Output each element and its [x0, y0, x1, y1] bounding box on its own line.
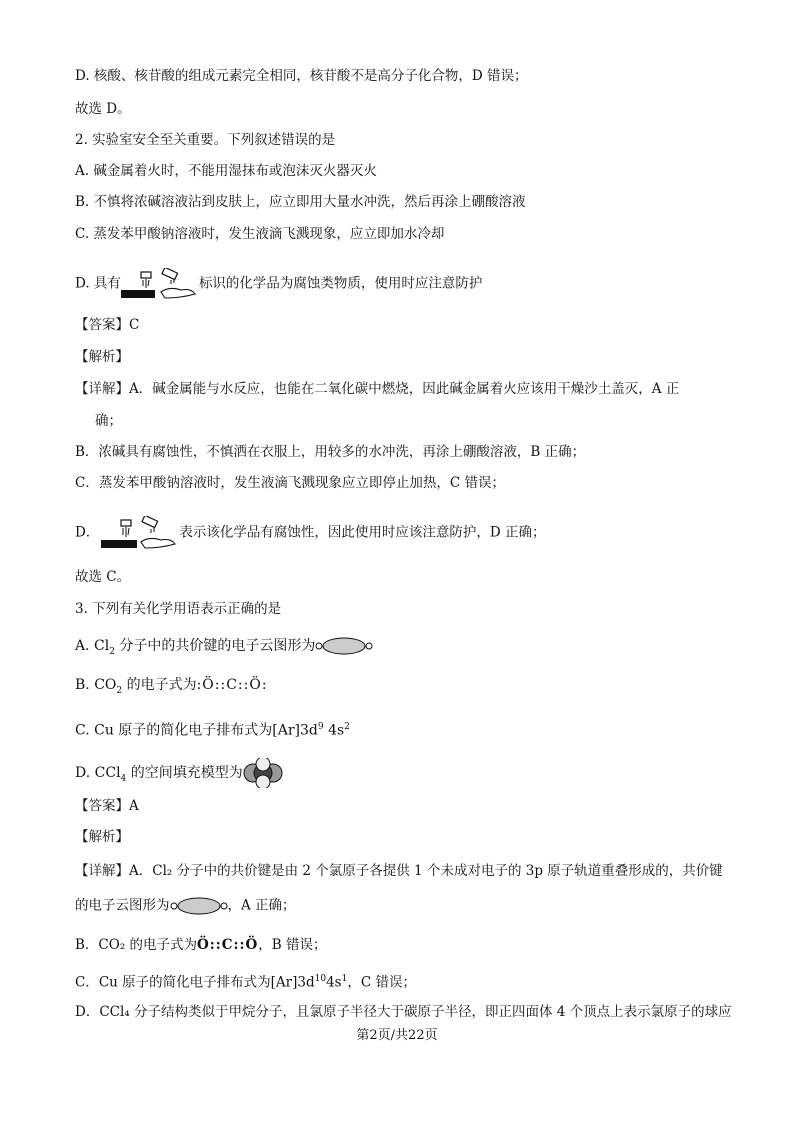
- analysis-2-c: C．蒸发苯甲酸钠溶液时，发生液滴飞溅现象应立即停止加热，C 错误；: [75, 475, 505, 491]
- corrosive-hazard-icon: [121, 268, 199, 300]
- analysis-2-d-suffix: 表示该化学品有腐蚀性，因此使用时应该注意防护，D 正确；: [179, 524, 546, 541]
- option-b-prefix: B.: [75, 677, 95, 693]
- subscript: 2: [109, 646, 115, 657]
- option-d-prefix: D. 具有: [75, 275, 121, 292]
- analysis-3-b-suffix: ，B 错误；: [258, 937, 327, 953]
- electron-formula: :Ö::C::Ö:: [196, 677, 268, 693]
- option-b: [75, 676, 268, 700]
- analysis-2-d: [75, 516, 545, 550]
- analysis-3-a-suffix: ，A 正确；: [227, 897, 296, 914]
- analysis-2-heading: 【解析】: [75, 349, 129, 365]
- electron-cloud-diagram: [170, 896, 228, 916]
- option-c-mid: 4s: [323, 722, 345, 739]
- subscript: 2: [116, 685, 123, 696]
- option-b: B. 不慎将浓碱溶液沾到皮肤上，应立即用大量水冲洗，然后再涂上硼酸溶液: [75, 194, 526, 210]
- analysis-3-a-prefix: 的电子云图形为: [75, 897, 170, 914]
- analysis-3-c-mid: 4s: [326, 974, 342, 991]
- text-line: 故选 C。: [75, 569, 131, 585]
- superscript: 2: [344, 722, 350, 732]
- superscript: 9: [317, 722, 324, 732]
- electron-cloud-diagram: [315, 636, 373, 656]
- question-2: 2. 实验室安全至关重要。下列叙述错误的是: [75, 132, 336, 148]
- space-filling-model-diagram: [243, 758, 283, 788]
- page-footer: 第2页/共22页: [356, 1028, 438, 1043]
- option-a: [75, 636, 373, 661]
- option-a: A. 碱金属着火时，不能用湿抹布或泡沫灭火器灭火: [75, 163, 377, 179]
- analysis-3-b: [75, 936, 326, 954]
- superscript: 1: [341, 974, 348, 984]
- analysis-2-b: B．浓碱具有腐蚀性，不慎洒在衣服上，用较多的水冲洗，再涂上硼酸溶液，B 正确；: [75, 444, 586, 460]
- option-d-suffix: 标识的化学品为腐蚀类物质，使用时应注意防护: [198, 275, 483, 292]
- analysis-3-a: 【详解】A．Cl₂ 分子中的共价键是由 2 个氯原子各提供 1 个未成对电子的 3p 原子轨道重叠形成的，共价键: [75, 863, 723, 879]
- option-a-text: 分子中的共价键的电子云图形为: [114, 638, 316, 654]
- analysis-3-c-text: C．Cu 原子的简化电子排布式为[Ar]3d: [75, 974, 315, 991]
- text-line: 故选 D。: [75, 101, 131, 117]
- analysis-3-a-cont: [75, 896, 296, 916]
- option-d-text: 的空间填充模型为: [126, 765, 243, 781]
- question-3: 3. 下列有关化学用语表示正确的是: [75, 601, 282, 617]
- analysis-3-c: [75, 970, 416, 992]
- analysis-3-c-suffix: ，C 错误；: [347, 974, 416, 991]
- superscript: 10: [314, 974, 327, 984]
- option-b-text: 的电子式为: [122, 677, 197, 693]
- corrosive-hazard-icon: [99, 516, 179, 550]
- analysis-2-a: 【详解】A．碱金属能与水反应，也能在二氧化碳中燃烧，因此碱金属着火应该用干燥沙土盖灭，A 正: [75, 381, 680, 397]
- answer-3: 【答案】A: [75, 798, 139, 814]
- option-c-text: C. Cu 原子的简化电子排布式为[Ar]3d: [75, 722, 318, 739]
- formula-ccl: CCl: [94, 765, 121, 781]
- option-d: [75, 268, 482, 300]
- analysis-2-a-cont: 确；: [95, 413, 122, 429]
- option-c: [75, 718, 350, 740]
- subscript: 4: [120, 773, 127, 784]
- formula-co: CO: [94, 677, 117, 693]
- analysis-3-heading: 【解析】: [75, 829, 129, 845]
- answer-2: 【答案】C: [75, 317, 140, 333]
- option-a-prefix: A.: [75, 638, 95, 654]
- option-c: C. 蒸发苯甲酸钠溶液时，发生液滴飞溅现象，应立即加水冷却: [75, 226, 445, 242]
- option-d: [75, 758, 283, 788]
- analysis-3-d: D．CCl₄ 分子结构类似于甲烷分子，且氯原子半径大于碳原子半径，即正四面体 4 个顶点上表示氯原子的球应: [75, 1004, 732, 1020]
- electron-formula: Ö::C::Ö: [197, 937, 259, 953]
- text-line: D. 核酸、核苷酸的组成元素完全相同，核苷酸不是高分子化合物，D 错误；: [75, 68, 528, 84]
- formula-cl: Cl: [94, 638, 110, 654]
- analysis-2-d-prefix: D．: [75, 524, 100, 541]
- option-d-prefix: D.: [75, 765, 95, 781]
- analysis-3-b-prefix: B．CO₂ 的电子式为: [75, 937, 198, 953]
